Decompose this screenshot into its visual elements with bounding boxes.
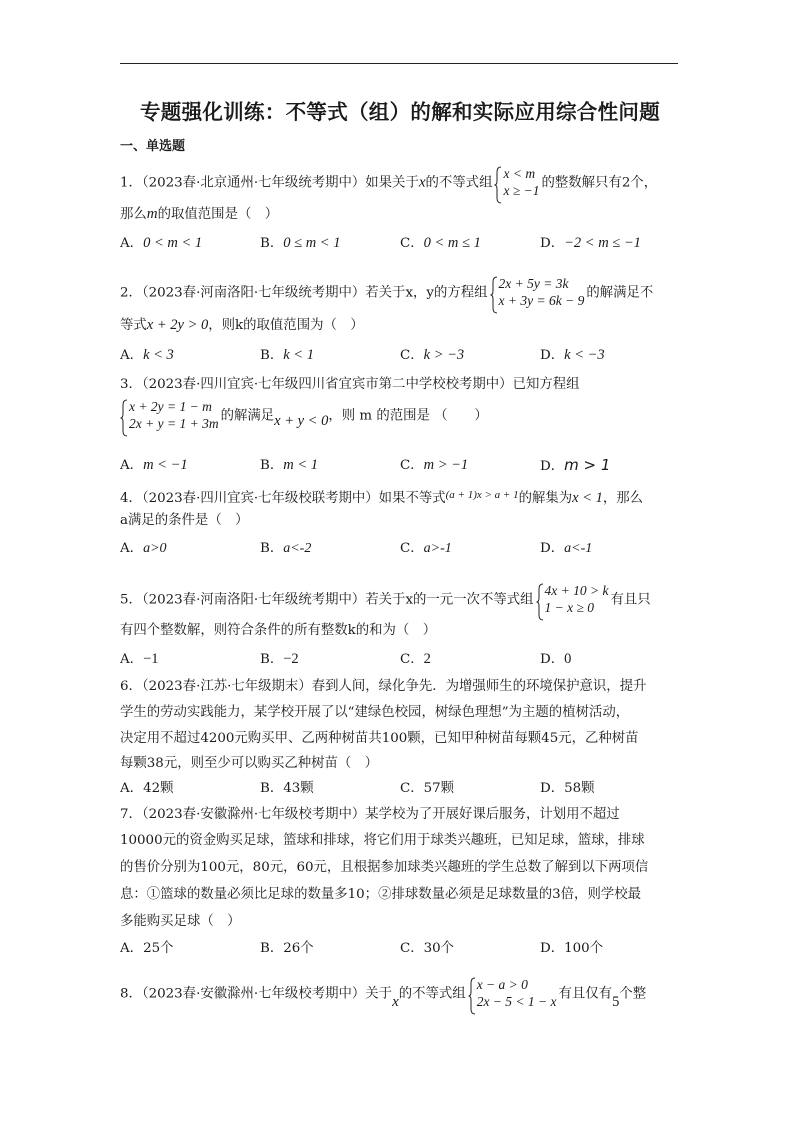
q8-var: x xyxy=(392,993,399,1010)
option-expr: 43颗 xyxy=(283,781,314,796)
option-expr: m < 1 xyxy=(283,457,318,473)
option-expr: 0 xyxy=(564,651,572,667)
question-7-line-4: 息：①篮球的数量必须比足球的数量多10；②排球数量必须是足球数量的3倍，则学校最 xyxy=(120,887,642,902)
option-expr: k < −3 xyxy=(564,347,605,363)
q7-option-d[interactable] xyxy=(540,940,603,958)
option-label: B． xyxy=(260,541,284,556)
q7-option-c[interactable] xyxy=(400,940,454,958)
q4-option-a[interactable] xyxy=(120,540,167,558)
option-label: A． xyxy=(120,236,144,251)
q6-option-b[interactable] xyxy=(260,780,314,798)
q3-option-a[interactable] xyxy=(120,456,188,475)
q5-option-c[interactable] xyxy=(400,650,431,669)
q2-sys-row-1: 2x + 5y = 3k xyxy=(498,276,569,291)
q5-text-post: 有且只 xyxy=(610,592,651,608)
q8-system xyxy=(468,976,557,1012)
q1-option-d[interactable] xyxy=(540,234,641,253)
option-expr: m < −1 xyxy=(143,457,188,473)
question-3-line-2 xyxy=(120,398,488,434)
q1-text-mid: 的不等式组 xyxy=(425,175,493,191)
question-7-line-1: 7．（2023春·安徽滁州·七年级校考期中）某学校为了开展好课后服务，计划用不超过 xyxy=(120,807,620,822)
option-expr: −2 xyxy=(283,651,299,667)
q8-text-end: 个整 xyxy=(619,986,647,1002)
q2-option-c[interactable] xyxy=(400,346,464,365)
q4-text-mid: 的解集为 xyxy=(518,491,573,506)
q7-option-b[interactable] xyxy=(260,940,314,958)
q6-option-d[interactable] xyxy=(540,780,595,798)
q1-system xyxy=(494,165,539,201)
q1-option-c[interactable] xyxy=(400,234,481,253)
question-2-line-1 xyxy=(120,275,653,311)
option-expr: 57颗 xyxy=(423,781,455,796)
q2-option-d[interactable] xyxy=(540,346,605,365)
q7-option-a[interactable] xyxy=(120,940,174,958)
option-label: C． xyxy=(400,236,424,251)
header-rule xyxy=(120,63,678,64)
option-label: C． xyxy=(400,781,424,796)
q6-option-c[interactable] xyxy=(400,780,454,798)
option-expr: 58颗 xyxy=(564,781,595,796)
q5-sys-row-2: 1 − x ≥ 0 xyxy=(544,600,595,615)
option-expr: k < 1 xyxy=(283,347,314,363)
q2-text-post: 的解满足不 xyxy=(586,285,654,301)
option-expr: a<-1 xyxy=(564,541,593,556)
option-label: D． xyxy=(540,541,565,556)
q1-sys-row-1: x < m xyxy=(503,166,536,181)
question-7-line-3: 的售价分别为100元，80元，60元，且根据参加球类兴趣班的学生总数了解到以下两项信 xyxy=(120,860,649,875)
q4-option-c[interactable] xyxy=(400,540,452,558)
q5-sys-row-1: 4x + 10 > k xyxy=(544,583,609,598)
option-expr: m > −1 xyxy=(423,457,469,473)
option-expr: 0 < m < 1 xyxy=(143,235,203,251)
question-2-line-2 xyxy=(120,316,364,335)
option-label: C． xyxy=(400,458,424,473)
option-expr: 30个 xyxy=(423,941,455,956)
question-1-line-1 xyxy=(120,165,657,201)
option-expr: 100个 xyxy=(564,941,604,956)
question-1-line-2 xyxy=(120,205,278,224)
q2-line2-post: ，则k的取值范围为（ ） xyxy=(208,318,364,333)
option-label: D． xyxy=(540,348,565,363)
q6-option-a[interactable] xyxy=(120,780,174,798)
question-5-line-1 xyxy=(120,582,651,618)
q2-line2-expr: x + 2y > 0 xyxy=(146,317,209,333)
option-label: B． xyxy=(260,348,284,363)
q5-system xyxy=(536,582,609,618)
question-6-line-1: 6．（2023春·江苏·七年级期末）春到人间，绿化争先．为增强师生的环境保护意识，提升 xyxy=(120,679,647,694)
option-expr: k > −3 xyxy=(423,347,465,363)
option-expr: 0 < m ≤ 1 xyxy=(423,235,481,251)
option-expr: k < 3 xyxy=(143,347,174,363)
q1-line2-post: 的取值范围是（ ） xyxy=(157,207,279,222)
q2-system xyxy=(490,275,585,311)
q3-text-mid: 的解满足 xyxy=(220,408,275,424)
option-expr: 42颗 xyxy=(143,781,174,796)
q8-text-mid: 的不等式组 xyxy=(398,986,466,1002)
option-expr: −2 < m ≤ −1 xyxy=(564,235,641,251)
page-title: 专题强化训练：不等式（组）的解和实际应用综合性问题 xyxy=(140,100,660,124)
option-label: D． xyxy=(540,459,565,474)
question-7-line-5: 多能购买足球（ ） xyxy=(120,914,241,929)
question-6-line-3: 决定用不超过4200元购买甲、乙两种树苗共100颗，已知甲种树苗每颗45元，乙种树苗 xyxy=(120,731,639,746)
option-label: B． xyxy=(260,781,284,796)
q4-text-post: ，那么 xyxy=(602,491,644,506)
q1-text: 1．（2023春·北京通州·七年级统考期中）如果关于 xyxy=(120,175,419,191)
option-label: D． xyxy=(540,236,565,251)
option-label: B． xyxy=(260,458,284,473)
q4-option-b[interactable] xyxy=(260,540,311,558)
q3-option-b[interactable] xyxy=(260,456,318,475)
q3-system xyxy=(120,398,219,434)
q8-number: 5 xyxy=(612,993,620,1010)
q8-text-post: 有且仅有 xyxy=(558,986,613,1002)
question-5-line-2: 有四个整数解，则符合条件的所有整数k的和为（ ） xyxy=(120,623,437,638)
q1-line2-pre: 那么 xyxy=(120,207,147,222)
question-7-line-2: 10000元的资金购买足球，篮球和排球，将它们用于球类兴趣班，已知足球，篮球，排球 xyxy=(120,833,645,848)
q1-option-b[interactable] xyxy=(260,234,340,253)
q5-option-b[interactable] xyxy=(260,650,299,669)
q4-inequality: (a + 1)x > a + 1 xyxy=(445,489,519,501)
q1-line2-var: m xyxy=(146,206,158,222)
option-expr: 26个 xyxy=(283,941,314,956)
option-expr: 25个 xyxy=(143,941,174,956)
q2-option-b[interactable] xyxy=(260,346,314,365)
section-heading: 一、单选题 xyxy=(120,139,186,154)
question-3-line-1: 3．（2023春·四川宜宾·七年级四川省宜宾市第二中学校校考期中）已知方程组 xyxy=(120,377,580,392)
option-expr: a>0 xyxy=(143,541,167,556)
question-6-line-4: 每颗38元，则至少可以购买乙种树苗（ ） xyxy=(120,756,379,771)
q3-text-post: ，则 m 的范围是 （ ） xyxy=(328,408,488,424)
option-label: D． xyxy=(540,941,565,956)
q1-var: x xyxy=(418,174,426,191)
option-label: A． xyxy=(120,652,144,667)
q8-sys-row-2: 2x − 5 < 1 − x xyxy=(476,994,557,1009)
q3-option-d[interactable] xyxy=(540,456,610,476)
option-label: D． xyxy=(540,652,565,667)
option-label: A． xyxy=(120,541,144,556)
option-label: B． xyxy=(260,652,284,667)
question-4-line-1 xyxy=(120,486,643,508)
q3-option-c[interactable] xyxy=(400,456,468,475)
option-label: C． xyxy=(400,652,424,667)
q2-option-a[interactable] xyxy=(120,346,174,365)
option-label: A． xyxy=(120,348,144,363)
q3-sys-row-2: 2x + y = 1 + 3m xyxy=(129,416,219,431)
option-expr: 2 xyxy=(423,651,431,667)
q5-option-a[interactable] xyxy=(120,650,159,669)
option-expr: −1 xyxy=(143,651,159,667)
q4-option-d[interactable] xyxy=(540,540,592,558)
question-8-line-1 xyxy=(120,976,646,1012)
option-expr: a<-2 xyxy=(283,541,312,556)
option-label: B． xyxy=(260,236,284,251)
q4-solution: x < 1 xyxy=(572,490,603,506)
option-label: A． xyxy=(120,781,144,796)
q3-sys-row-1: x + 2y = 1 − m xyxy=(129,399,212,414)
option-expr: 0 ≤ m < 1 xyxy=(283,235,341,251)
q3-condition: x + y < 0 xyxy=(274,412,329,429)
q5-text: 5．（2023春·河南洛阳·七年级统考期中）若关于x的一元一次不等式组 xyxy=(120,592,534,608)
question-4-line-2: a满足的条件是（ ） xyxy=(120,513,249,528)
option-label: C． xyxy=(400,541,424,556)
option-expr: m > 1 xyxy=(564,456,611,474)
option-expr: a>-1 xyxy=(423,541,452,556)
option-label: C． xyxy=(400,941,424,956)
q2-line2-pre: 等式 xyxy=(120,318,147,333)
question-6-line-2: 学生的劳动实践能力，某学校开展了以“建绿色校园，树绿色理想”为主题的植树活动， xyxy=(120,705,630,720)
q1-option-a[interactable] xyxy=(120,234,202,253)
option-label: C． xyxy=(400,348,424,363)
option-label: A． xyxy=(120,941,144,956)
q2-text: 2．（2023春·河南洛阳·七年级统考期中）若关于x，y的方程组 xyxy=(120,285,488,301)
option-label: A． xyxy=(120,458,144,473)
q1-text-post: 的整数解只有2个， xyxy=(541,175,658,191)
q5-option-d[interactable] xyxy=(540,650,571,669)
q4-text: 4．（2023春·四川宜宾·七年级校联考期中）如果不等式 xyxy=(120,491,446,506)
q8-sys-row-1: x − a > 0 xyxy=(476,977,528,992)
option-label: D． xyxy=(540,781,565,796)
q8-text: 8．（2023春·安徽滁州·七年级校考期中）关于 xyxy=(120,986,393,1002)
option-label: B． xyxy=(260,941,284,956)
q1-sys-row-2: x ≥ −1 xyxy=(503,183,540,198)
q2-sys-row-2: x + 3y = 6k − 9 xyxy=(498,293,585,308)
